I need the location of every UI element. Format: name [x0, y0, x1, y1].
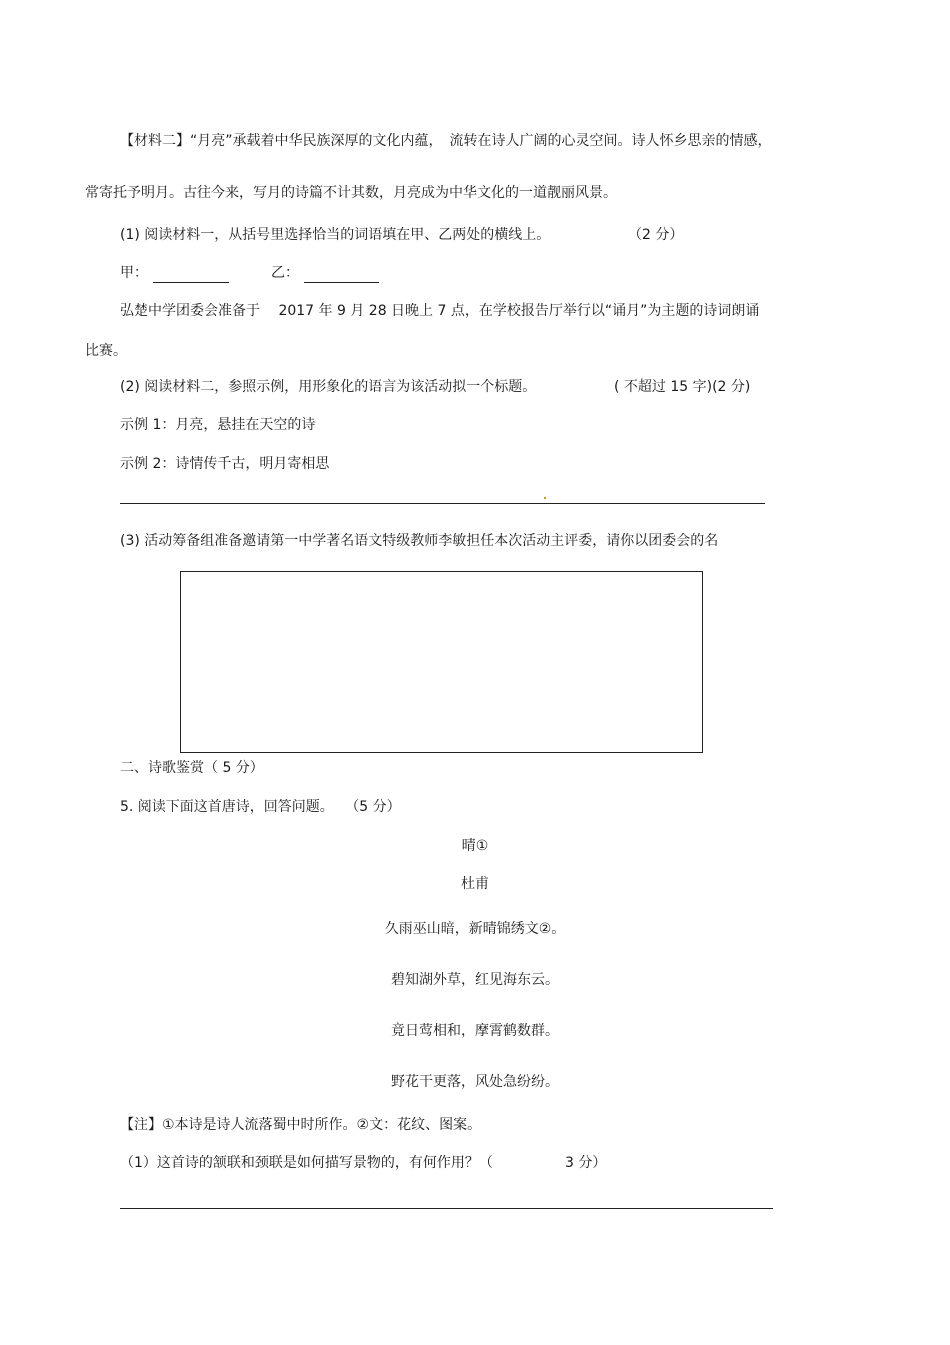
event-line1: 弘楚中学团委会准备于 2017 年 9 月 28 日晚上 7 点，在学校报告厅举行以“诵月”为主题的诗词朗诵 [120, 303, 760, 319]
question-1-text: (1) 阅读材料一，从括号里选择恰当的词语填在甲、乙两处的横线上。 [120, 227, 551, 243]
poem-line: 野花干更落，风处急纷纷。 [391, 1074, 559, 1090]
event-line2: 比赛。 [85, 343, 127, 359]
scan-dot [544, 497, 546, 499]
question-3-answer-box[interactable] [180, 571, 703, 753]
question-1-score: （2 分） [628, 227, 684, 243]
example-1: 示例 1：月亮，悬挂在天空的诗 [120, 417, 316, 433]
poem-title: 晴① [461, 838, 489, 854]
question-3-text: (3) 活动筹备组准备邀请第一中学著名语文特级教师李敏担任本次活动主评委，请你以团委会的名 [120, 533, 719, 549]
question-2-answer-line[interactable] [120, 503, 765, 504]
question-5-1-answer-line[interactable] [120, 1208, 773, 1209]
section-2-title: 二、诗歌鉴赏（ 5 分） [120, 760, 264, 776]
jia-answer-line[interactable] [153, 282, 229, 283]
poem-author: 杜甫 [461, 876, 489, 892]
question-5-1-score: 3 分） [565, 1155, 607, 1171]
material2-line2: 常寄托予明月。古往今来，写月的诗篇不计其数，月亮成为中华文化的一道靓丽风景。 [85, 185, 617, 201]
yi-answer-line[interactable] [304, 282, 379, 283]
poem-line: 竟日莺相和，摩霄鹤数群。 [391, 1023, 559, 1039]
jia-label: 甲： [120, 265, 148, 281]
yi-label: 乙： [271, 265, 299, 281]
poem-note: 【注】①本诗是诗人流落蜀中时所作。②文：花纹、图案。 [120, 1117, 482, 1133]
example-2: 示例 2：诗情传千古，明月寄相思 [120, 456, 330, 472]
question-5-1-text: （1）这首诗的颔联和颈联是如何描写景物的，有何作用？（ [120, 1155, 493, 1171]
poem-line: 久雨巫山暗，新晴锦绣文②。 [384, 921, 566, 937]
poem-line: 碧知湖外草，红见海东云。 [391, 972, 559, 988]
question-2-score: ( 不超过 15 字)(2 分) [614, 379, 751, 395]
question-2-text: (2) 阅读材料二，参照示例，用形象化的语言为该活动拟一个标题。 [120, 379, 537, 395]
material2-line1: 【材料二】“月亮”承载着中华民族深厚的文化内蕴， 流转在诗人广阔的心灵空间。诗人怀乡思亲的情感， [120, 133, 772, 149]
question-5-text: 5. 阅读下面这首唐诗，回答问题。 （5 分） [120, 799, 401, 815]
